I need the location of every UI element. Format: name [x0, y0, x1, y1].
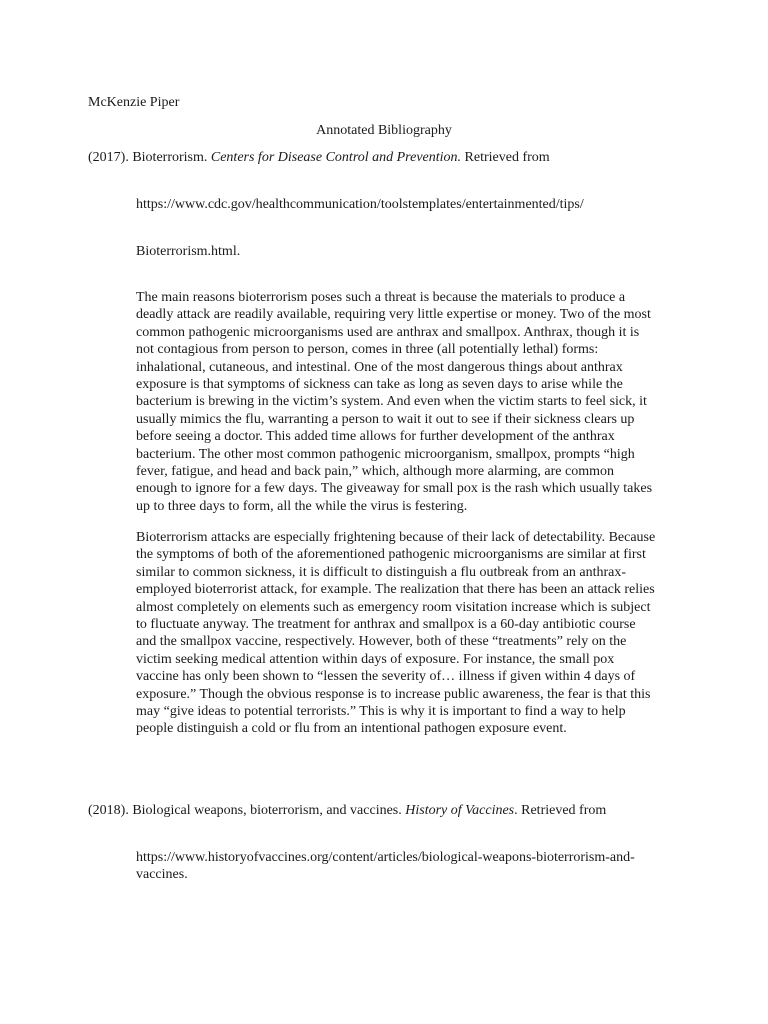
- citation-1-heading: [88, 149, 550, 166]
- citation-1-annotation-paragraph-2: Bioterrorism attacks are especially frightening because of their lack of detectability. Because the symptoms of both of the aforementioned pathogenic microorganisms are similar at first similar to common sickness, it is difficult to distinguish a flu outbreak from an anthrax-employed bioterrorist attack, for example. The realization that there has been an attack relies almost completely on elements such as emergency room visitation increase which is subject to fluctuate anyway. The treatment for anthrax and smallpox is a 60-day antibiotic course and the smallpox vaccine, respectively. However, both of these “treatments” rely on the victim seeking medical attention within days of exposure. For instance, the small pox vaccine has only been shown to “lessen the severity of… illness if given within 4 days of exposure.” Though the obvious response is to increase public awareness, the fear is that this may “give ideas to potential terrorists.” This is why it is important to find a way to help people distinguish a cold or flu from an intentional pathogen exposure event.: [136, 530, 656, 737]
- citation-2-source: History of Vaccines: [405, 803, 515, 818]
- document-title: Annotated Bibliography: [316, 123, 452, 138]
- citation-1-source: Centers for Disease Control and Prevention.: [210, 150, 462, 165]
- citation-1-annotation-paragraph-1: The main reasons bioterrorism poses such a threat is because the materials to produce a deadly attack are readily available, requiring very little expertise or money. Two of the most common pathogenic microorganisms used are anthrax and smallpox. Anthrax, though it is not contagious from person to person, comes in three (all potentially lethal) forms: inhalational, cutaneous, and intestinal. One of the most dangerous things about anthrax exposure is that symptoms of sickness can take as long as seven days to arise while the bacterium is brewing in the victim’s system. And even when the victim starts to feel sick, it usually mimics the flu, warranting a person to wait it out to see if their sickness clears up before seeing a doctor. This added time allows for further development of the anthrax bacterium. The other most common pathogenic microorganism, smallpox, prompts “high fever, fatigue, and head and back pain,” which, although more alarming, are common enough to ignore for a few days. The giveaway for small pox is the rash which usually takes up to three days to form, all the while the virus is festering.: [136, 290, 653, 514]
- author-name: McKenzie Piper: [88, 95, 180, 110]
- citation-1-retrieved: Retrieved from: [461, 150, 550, 165]
- citation-2-retrieved: . Retrieved from: [514, 803, 607, 818]
- citation-1-year-title: (2017). Bioterrorism.: [88, 150, 211, 165]
- citation-2-heading: [88, 802, 606, 819]
- citation-2-year-title: (2018). Biological weapons, bioterrorism, and vaccines.: [88, 803, 406, 818]
- citation-2-url-part-1: https://www.historyofvaccines.org/content/articles/biological-weapons-bioterrorism-and-: [136, 850, 635, 865]
- citation-1-url-part-1: https://www.cdc.gov/healthcommunication/toolstemplates/entertainmented/tips/: [136, 197, 584, 212]
- citation-1-url-part-2: Bioterrorism.html.: [136, 244, 241, 259]
- citation-2-url-part-2: vaccines.: [136, 867, 188, 882]
